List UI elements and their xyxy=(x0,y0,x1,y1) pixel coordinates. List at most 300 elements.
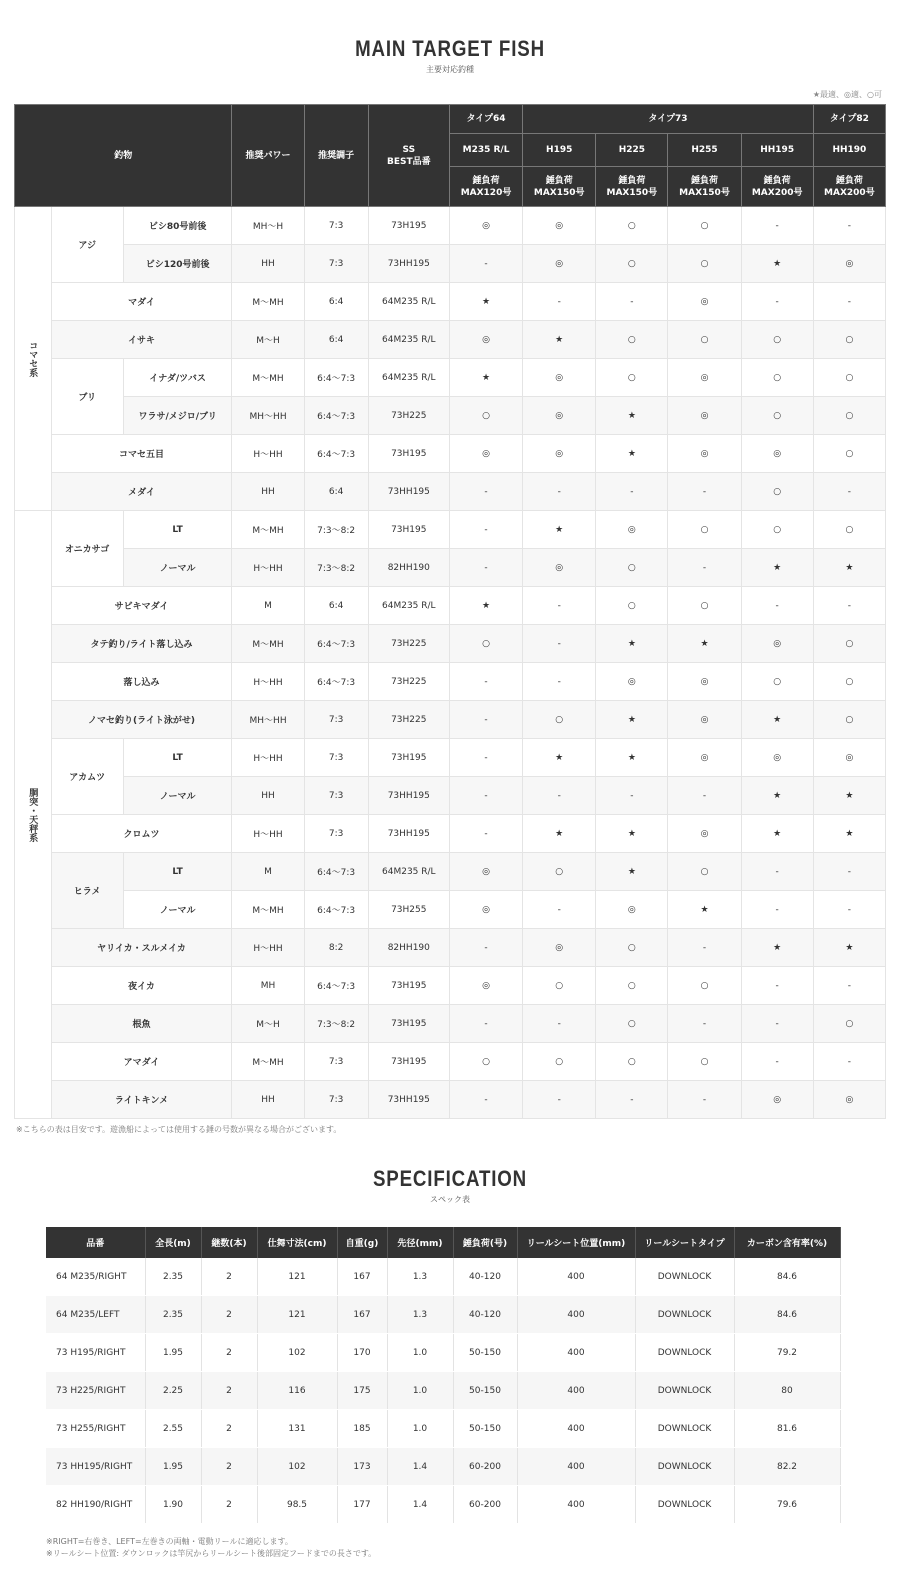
fish-row xyxy=(15,701,886,739)
spec-cell: 400 xyxy=(517,1258,635,1296)
target-fish-table xyxy=(14,104,886,1119)
suitability-mark: - xyxy=(741,207,813,245)
suitability-mark: ◎ xyxy=(523,549,596,587)
suitability-mark: - xyxy=(449,777,522,815)
fish-row xyxy=(15,245,886,283)
suitability-mark: ◎ xyxy=(668,435,741,473)
suitability-mark: - xyxy=(741,587,813,625)
spec-cell: 185 xyxy=(337,1410,387,1448)
specification-table xyxy=(46,1227,841,1524)
suitability-mark: ○ xyxy=(668,245,741,283)
fish-group-label: オニカサゴ xyxy=(51,511,123,587)
suitability-mark: ○ xyxy=(741,511,813,549)
suitability-mark: - xyxy=(813,891,885,929)
suitability-mark: ○ xyxy=(741,397,813,435)
spec-cell: 2.55 xyxy=(145,1410,201,1448)
suitability-mark: ○ xyxy=(813,435,885,473)
fish-row xyxy=(15,1043,886,1081)
recommended-power: M〜MH xyxy=(232,283,304,321)
spec-cell: 2.25 xyxy=(145,1372,201,1410)
suitability-mark: ○ xyxy=(813,625,885,663)
header-sinker-1 xyxy=(523,167,596,207)
recommended-power: MH〜H xyxy=(232,207,304,245)
fish-name: ノーマル xyxy=(123,891,232,929)
fish-row xyxy=(15,815,886,853)
fish-group-label: アカムツ xyxy=(51,739,123,815)
suitability-mark: - xyxy=(668,929,741,967)
spec-row xyxy=(46,1486,840,1524)
suitability-mark: ○ xyxy=(596,207,668,245)
fish-name: メダイ xyxy=(51,473,232,511)
recommended-power: H〜HH xyxy=(232,549,304,587)
suitability-mark: ★ xyxy=(741,701,813,739)
fish-row xyxy=(15,435,886,473)
suitability-mark: - xyxy=(449,929,522,967)
spec-cell: 400 xyxy=(517,1296,635,1334)
spec-cell: 84.6 xyxy=(734,1296,840,1334)
spec-cell: DOWNLOCK xyxy=(635,1334,734,1372)
suitability-mark: - xyxy=(741,891,813,929)
recommended-action: 6:4〜7:3 xyxy=(304,359,368,397)
suitability-mark: ★ xyxy=(741,777,813,815)
spec-cell: 81.6 xyxy=(734,1410,840,1448)
suitability-mark: - xyxy=(668,1081,741,1119)
suitability-mark: ○ xyxy=(523,853,596,891)
recommended-power: H〜HH xyxy=(232,435,304,473)
fish-row xyxy=(15,587,886,625)
spec-header-9: カーボン含有率(%) xyxy=(734,1227,840,1258)
spec-cell: 2.35 xyxy=(145,1258,201,1296)
recommended-action: 6:4 xyxy=(304,283,368,321)
fish-section-subtitle: 主要対応釣種 xyxy=(426,65,474,74)
suitability-mark: ★ xyxy=(668,625,741,663)
suitability-mark: ◎ xyxy=(523,359,596,397)
recommended-power: H〜HH xyxy=(232,929,304,967)
header-power: 推奨パワー xyxy=(232,105,304,207)
best-model: 73HH195 xyxy=(368,245,449,283)
suitability-mark: ◎ xyxy=(449,207,522,245)
best-model: 64M235 R/L xyxy=(368,321,449,359)
fish-name: ビシ80号前後 xyxy=(123,207,232,245)
fish-name: イサキ xyxy=(51,321,232,359)
recommended-power: HH xyxy=(232,777,304,815)
suitability-mark: ◎ xyxy=(449,321,522,359)
suitability-mark: ○ xyxy=(813,1005,885,1043)
recommended-action: 7:3 xyxy=(304,701,368,739)
spec-row xyxy=(46,1372,840,1410)
spec-cell: 121 xyxy=(257,1258,337,1296)
suitability-mark: ★ xyxy=(523,321,596,359)
suitability-mark: - xyxy=(449,511,522,549)
fish-row xyxy=(15,929,886,967)
spec-cell: 84.6 xyxy=(734,1258,840,1296)
best-model: 73HH195 xyxy=(368,777,449,815)
fish-row xyxy=(15,1081,886,1119)
fish-group-label: ヒラメ xyxy=(51,853,123,929)
spec-cell: 79.2 xyxy=(734,1334,840,1372)
spec-cell: 177 xyxy=(337,1486,387,1524)
spec-cell: 1.90 xyxy=(145,1486,201,1524)
suitability-mark: ○ xyxy=(523,1043,596,1081)
best-model: 64M235 R/L xyxy=(368,359,449,397)
best-model: 73HH195 xyxy=(368,815,449,853)
fish-row xyxy=(15,739,886,777)
suitability-mark: - xyxy=(813,283,885,321)
suitability-mark: - xyxy=(523,1081,596,1119)
header-sinker-3 xyxy=(668,167,741,207)
suitability-mark: ★ xyxy=(596,739,668,777)
suitability-mark: ◎ xyxy=(449,967,522,1005)
suitability-mark: ○ xyxy=(741,321,813,359)
recommended-action: 6:4〜7:3 xyxy=(304,967,368,1005)
fish-table-note: ※こちらの表は目安です。遊漁船によっては使用する錘の号数が異なる場合がございます。 xyxy=(16,1125,342,1134)
suitability-mark: ◎ xyxy=(668,739,741,777)
suitability-mark: ○ xyxy=(449,397,522,435)
recommended-action: 7:3 xyxy=(304,207,368,245)
recommended-power: M xyxy=(232,853,304,891)
header-model-2: H225 xyxy=(596,134,668,167)
suitability-mark: ◎ xyxy=(813,739,885,777)
suitability-mark: - xyxy=(523,777,596,815)
spec-cell: 1.4 xyxy=(387,1448,453,1486)
spec-row xyxy=(46,1258,840,1296)
recommended-power: M〜MH xyxy=(232,359,304,397)
fish-name: イナダ/ツバス xyxy=(123,359,232,397)
suitability-mark: ○ xyxy=(596,929,668,967)
best-model: 73H195 xyxy=(368,511,449,549)
recommended-action: 7:3〜8:2 xyxy=(304,511,368,549)
recommended-action: 7:3 xyxy=(304,1081,368,1119)
suitability-mark: - xyxy=(813,1043,885,1081)
fish-name: ヤリイカ・スルメイカ xyxy=(51,929,232,967)
suitability-mark: ○ xyxy=(741,663,813,701)
header-fishing: 釣物 xyxy=(15,105,232,207)
spec-cell: 400 xyxy=(517,1410,635,1448)
spec-cell: 1.0 xyxy=(387,1372,453,1410)
recommended-power: MH〜HH xyxy=(232,701,304,739)
fish-name: アマダイ xyxy=(51,1043,232,1081)
sinker-label: 錘負荷 xyxy=(545,175,573,186)
suitability-mark: ◎ xyxy=(523,929,596,967)
suitability-mark: ★ xyxy=(741,245,813,283)
suitability-mark: ★ xyxy=(596,853,668,891)
recommended-power: M〜MH xyxy=(232,625,304,663)
suitability-mark: - xyxy=(449,245,522,283)
suitability-mark: ○ xyxy=(523,701,596,739)
suitability-mark: ★ xyxy=(596,815,668,853)
best-model: 73H225 xyxy=(368,701,449,739)
suitability-mark: - xyxy=(668,777,741,815)
spec-cell: 64 M235/RIGHT xyxy=(46,1258,145,1296)
recommended-action: 7:3 xyxy=(304,777,368,815)
header-type-0: タイプ64 xyxy=(449,105,522,134)
recommended-power: M〜MH xyxy=(232,511,304,549)
suitability-mark: ★ xyxy=(813,549,885,587)
suitability-mark: ○ xyxy=(668,207,741,245)
suitability-mark: ◎ xyxy=(523,397,596,435)
spec-cell: 2 xyxy=(201,1258,257,1296)
suitability-mark: ◎ xyxy=(741,739,813,777)
suitability-mark: - xyxy=(523,663,596,701)
best-model: 64M235 R/L xyxy=(368,587,449,625)
fish-name: ライトキンメ xyxy=(51,1081,232,1119)
spec-cell: 73 H195/RIGHT xyxy=(46,1334,145,1372)
spec-cell: 50-150 xyxy=(453,1410,517,1448)
suitability-mark: ★ xyxy=(449,283,522,321)
fish-row xyxy=(15,967,886,1005)
spec-cell: 116 xyxy=(257,1372,337,1410)
recommended-power: H〜HH xyxy=(232,663,304,701)
spec-cell: 173 xyxy=(337,1448,387,1486)
fish-row xyxy=(15,397,886,435)
fish-name: ノマセ釣り(ライト泳がせ) xyxy=(51,701,232,739)
suitability-mark: ○ xyxy=(668,587,741,625)
spec-cell: 1.4 xyxy=(387,1486,453,1524)
fish-row xyxy=(15,625,886,663)
fish-row xyxy=(15,891,886,929)
fish-row xyxy=(15,1005,886,1043)
spec-cell: 102 xyxy=(257,1448,337,1486)
spec-cell: 50-150 xyxy=(453,1372,517,1410)
sinker-max: MAX150号 xyxy=(533,187,585,198)
suitability-mark: - xyxy=(449,549,522,587)
recommended-power: M〜MH xyxy=(232,891,304,929)
sinker-max: MAX200号 xyxy=(751,187,803,198)
suitability-mark: ★ xyxy=(596,625,668,663)
spec-cell: DOWNLOCK xyxy=(635,1410,734,1448)
header-sinker-0 xyxy=(449,167,522,207)
suitability-mark: - xyxy=(813,207,885,245)
spec-cell: 102 xyxy=(257,1334,337,1372)
recommended-power: MH xyxy=(232,967,304,1005)
suitability-mark: ○ xyxy=(668,321,741,359)
suitability-mark: ◎ xyxy=(449,435,522,473)
suitability-mark: ★ xyxy=(741,815,813,853)
header-model-0: M235 R/L xyxy=(449,134,522,167)
suitability-mark: ○ xyxy=(596,549,668,587)
fish-name: タテ釣り/ライト落し込み xyxy=(51,625,232,663)
fish-group-label: アジ xyxy=(51,207,123,283)
suitability-mark: ◎ xyxy=(596,891,668,929)
spec-header-1: 全長(m) xyxy=(145,1227,201,1258)
best-model: 64M235 R/L xyxy=(368,853,449,891)
best-model: 73H255 xyxy=(368,891,449,929)
spec-header-6: 錘負荷(号) xyxy=(453,1227,517,1258)
fish-name: LT xyxy=(123,511,232,549)
spec-cell: 60-200 xyxy=(453,1448,517,1486)
spec-cell: 167 xyxy=(337,1258,387,1296)
suitability-mark: ○ xyxy=(668,967,741,1005)
suitability-mark: - xyxy=(523,1005,596,1043)
suitability-mark: - xyxy=(741,283,813,321)
header-best-line2: BEST品番 xyxy=(386,156,431,167)
fish-name: クロムツ xyxy=(51,815,232,853)
suitability-mark: - xyxy=(449,701,522,739)
suitability-mark: - xyxy=(596,283,668,321)
header-best-model xyxy=(368,105,449,207)
suitability-mark: - xyxy=(668,549,741,587)
sinker-max: MAX150号 xyxy=(606,187,658,198)
fish-name: ワラサ/メジロ/ブリ xyxy=(123,397,232,435)
suitability-mark: ○ xyxy=(813,321,885,359)
spec-section-title: SPECIFICATION xyxy=(372,1166,528,1191)
fish-row xyxy=(15,511,886,549)
suitability-mark: ○ xyxy=(813,511,885,549)
recommended-power: MH〜HH xyxy=(232,397,304,435)
best-model: 73H225 xyxy=(368,625,449,663)
suitability-mark: - xyxy=(741,1043,813,1081)
suitability-mark: ○ xyxy=(596,1043,668,1081)
spec-cell: DOWNLOCK xyxy=(635,1372,734,1410)
spec-header-5: 先径(mm) xyxy=(387,1227,453,1258)
spec-header-7: リールシート位置(mm) xyxy=(517,1227,635,1258)
best-model: 73H195 xyxy=(368,1043,449,1081)
spec-cell: 175 xyxy=(337,1372,387,1410)
suitability-mark: ◎ xyxy=(523,245,596,283)
spec-cell: 2 xyxy=(201,1372,257,1410)
spec-row xyxy=(46,1334,840,1372)
recommended-power: M xyxy=(232,587,304,625)
fish-row xyxy=(15,473,886,511)
suitability-mark: - xyxy=(523,473,596,511)
recommended-action: 7:3〜8:2 xyxy=(304,1005,368,1043)
fish-row xyxy=(15,321,886,359)
suitability-mark: - xyxy=(668,473,741,511)
recommended-power: HH xyxy=(232,473,304,511)
suitability-mark: - xyxy=(449,1081,522,1119)
best-model: 64M235 R/L xyxy=(368,283,449,321)
spec-cell: 60-200 xyxy=(453,1486,517,1524)
suitability-mark: ◎ xyxy=(741,435,813,473)
suitability-mark: ○ xyxy=(813,397,885,435)
fish-row xyxy=(15,549,886,587)
suitability-mark: ★ xyxy=(523,511,596,549)
spec-cell: 98.5 xyxy=(257,1486,337,1524)
spec-cell: 40-120 xyxy=(453,1258,517,1296)
suitability-mark: ★ xyxy=(813,929,885,967)
suitability-mark: - xyxy=(668,1005,741,1043)
category-label: コマセ系 xyxy=(15,207,52,511)
header-sinker-5 xyxy=(813,167,885,207)
sinker-max: MAX200号 xyxy=(824,187,875,198)
spec-cell: 1.0 xyxy=(387,1410,453,1448)
suitability-mark: ★ xyxy=(596,701,668,739)
recommended-action: 7:3〜8:2 xyxy=(304,549,368,587)
sinker-label: 錘負荷 xyxy=(691,175,719,186)
suitability-mark: - xyxy=(523,625,596,663)
best-model: 73H195 xyxy=(368,207,449,245)
header-type-1: タイプ73 xyxy=(523,105,814,134)
suitability-mark: - xyxy=(741,967,813,1005)
sinker-max: MAX120号 xyxy=(460,187,512,198)
suitability-mark: ◎ xyxy=(668,815,741,853)
header-type-2: タイプ82 xyxy=(813,105,885,134)
sinker-label: 錘負荷 xyxy=(618,175,646,186)
suitability-mark: ◎ xyxy=(668,397,741,435)
spec-cell: 73 HH195/RIGHT xyxy=(46,1448,145,1486)
fish-name: ノーマル xyxy=(123,549,232,587)
suitability-mark: ★ xyxy=(596,435,668,473)
spec-cell: DOWNLOCK xyxy=(635,1486,734,1524)
suitability-mark: ○ xyxy=(668,1043,741,1081)
sinker-max: MAX150号 xyxy=(679,187,730,198)
best-model: 82HH190 xyxy=(368,929,449,967)
spec-cell: 79.6 xyxy=(734,1486,840,1524)
spec-cell: 121 xyxy=(257,1296,337,1334)
spec-cell: 50-150 xyxy=(453,1334,517,1372)
recommended-action: 7:3 xyxy=(304,245,368,283)
best-model: 73H195 xyxy=(368,967,449,1005)
suitability-mark: ★ xyxy=(596,397,668,435)
spec-cell: 2 xyxy=(201,1410,257,1448)
recommended-power: M〜H xyxy=(232,321,304,359)
suitability-mark: ★ xyxy=(813,815,885,853)
fish-name: コマセ五目 xyxy=(51,435,232,473)
recommended-power: HH xyxy=(232,245,304,283)
suitability-mark: ○ xyxy=(741,473,813,511)
suitability-mark: - xyxy=(813,587,885,625)
fish-row xyxy=(15,283,886,321)
suitability-mark: ◎ xyxy=(741,1081,813,1119)
spec-cell: 82 HH190/RIGHT xyxy=(46,1486,145,1524)
recommended-action: 7:3 xyxy=(304,739,368,777)
fish-row xyxy=(15,777,886,815)
suitability-mark: ◎ xyxy=(741,625,813,663)
suitability-mark: ○ xyxy=(523,967,596,1005)
best-model: 73H195 xyxy=(368,739,449,777)
recommended-power: M〜MH xyxy=(232,1043,304,1081)
suitability-mark: ★ xyxy=(668,891,741,929)
suitability-mark: ○ xyxy=(596,245,668,283)
spec-header-4: 自重(g) xyxy=(337,1227,387,1258)
spec-note-2: ※リールシート位置: ダウンロックは竿尻からリールシート後部固定フードまでの長さです。 xyxy=(46,1549,377,1558)
header-best-line1: SS xyxy=(402,144,416,155)
recommended-power: H〜HH xyxy=(232,815,304,853)
spec-cell: 170 xyxy=(337,1334,387,1372)
spec-cell: 2 xyxy=(201,1334,257,1372)
spec-section-subtitle: スペック表 xyxy=(430,1195,470,1204)
suitability-mark: - xyxy=(523,587,596,625)
fish-name: ノーマル xyxy=(123,777,232,815)
suitability-mark: - xyxy=(523,283,596,321)
recommended-action: 7:3 xyxy=(304,815,368,853)
fish-name: サビキマダイ xyxy=(51,587,232,625)
spec-cell: 82.2 xyxy=(734,1448,840,1486)
fish-row xyxy=(15,207,886,245)
fish-row xyxy=(15,853,886,891)
suitability-mark: ◎ xyxy=(668,663,741,701)
fish-name: 夜イカ xyxy=(51,967,232,1005)
suitability-mark: ○ xyxy=(596,359,668,397)
suitability-mark: ★ xyxy=(741,929,813,967)
spec-cell: 40-120 xyxy=(453,1296,517,1334)
recommended-power: M〜H xyxy=(232,1005,304,1043)
suitability-mark: ◎ xyxy=(596,663,668,701)
suitability-mark: - xyxy=(449,1005,522,1043)
suitability-mark: ○ xyxy=(596,1005,668,1043)
fish-group-label: ブリ xyxy=(51,359,123,435)
recommended-power: H〜HH xyxy=(232,739,304,777)
fish-section-title: MAIN TARGET FISH xyxy=(355,36,545,61)
category-label: 胴突・天秤系 xyxy=(15,511,52,1119)
suitability-mark: ★ xyxy=(523,815,596,853)
suitability-mark: ◎ xyxy=(523,435,596,473)
suitability-mark: - xyxy=(813,853,885,891)
recommended-action: 6:4 xyxy=(304,473,368,511)
spec-cell: 2 xyxy=(201,1296,257,1334)
recommended-action: 6:4〜7:3 xyxy=(304,853,368,891)
spec-cell: DOWNLOCK xyxy=(635,1448,734,1486)
